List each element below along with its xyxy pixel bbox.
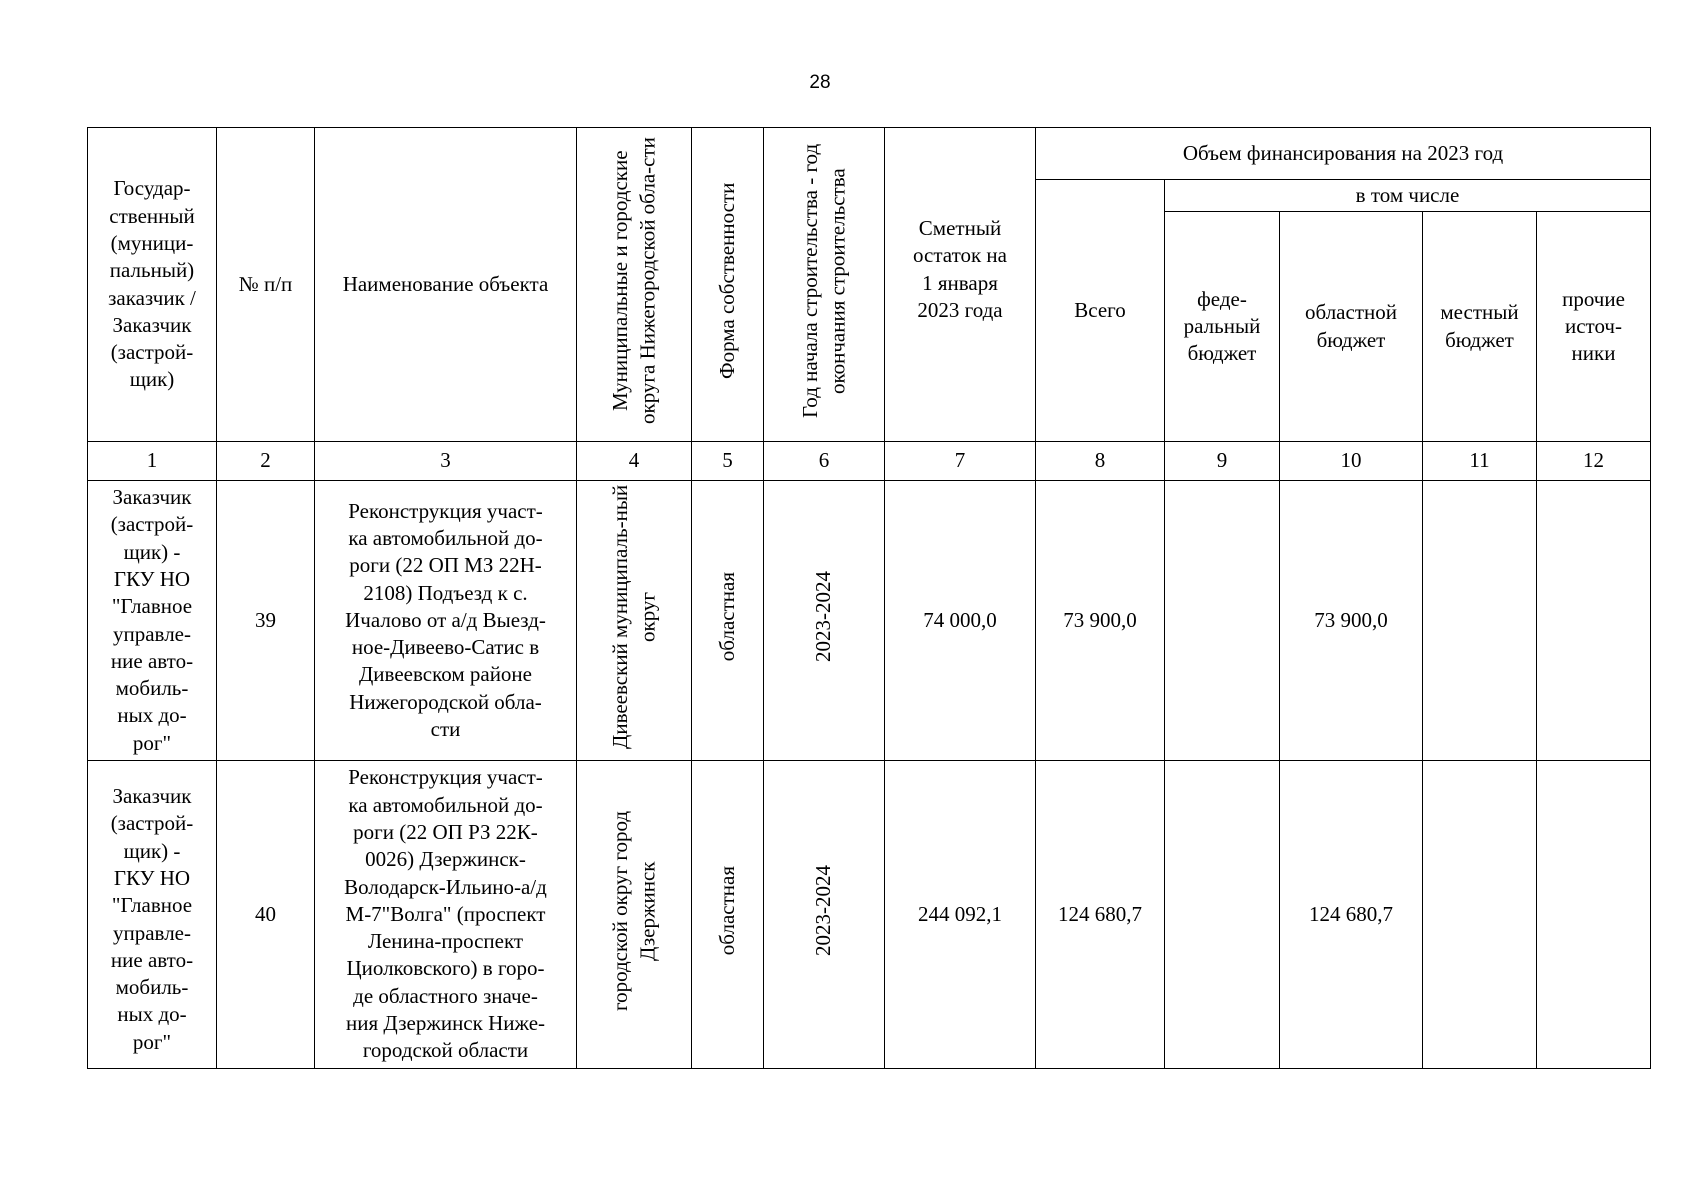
row-ownership [692,481,764,761]
row-municipality-text: городской округ город Дзержинск [607,810,659,1011]
header-including [1165,180,1651,212]
row-customer [88,481,217,761]
column-number: 4 [577,442,692,481]
header-federal [1165,212,1280,442]
header-other [1537,212,1651,442]
row-object-name-text: Реконструкция участ- ка автомобильной до- роги (22 ОП МЗ 22Н- 2108) Подъезд к с. Ичалово от а/д Выезд- ное-Дивеево-Сатис в Дивеевском районе Нижегородской обла- сти [345,498,546,742]
header-ownership [692,128,764,442]
header-estimate-balance [885,128,1036,442]
column-number: 12 [1537,442,1651,481]
column-number: 11 [1423,442,1537,481]
header-funding-title-label: Объем финансирования на 2023 год [1182,140,1504,165]
header-federal-label: феде- ральный бюджет [1183,286,1261,366]
row-number: 39 [217,481,315,761]
header-other-label: прочие источ- ники [1562,286,1625,366]
header-years-label: Год начала строительства - год окончания строительства [797,143,849,418]
row-estimate-balance: 244 092,1 [885,761,1036,1069]
row-total: 124 680,7 [1036,761,1165,1069]
row-years-text: 2023-2024 [811,865,836,957]
column-number: 7 [885,442,1036,481]
row-ownership-text: областная [714,866,739,956]
header-municipality [577,128,692,442]
row-regional: 124 680,7 [1280,761,1423,1069]
column-number: 3 [315,442,577,481]
column-number: 1 [88,442,217,481]
header-regional [1280,212,1423,442]
column-number: 10 [1280,442,1423,481]
header-number-label: № п/п [238,271,293,296]
row-customer-text: Заказчик (застрой- щик) - ГКУ НО "Главное управле- ние авто- мобиль- ных до- рог" [110,485,194,755]
column-number: 6 [764,442,885,481]
header-municipality-label: Муниципальные и городские округа Нижегородской обла-сти [607,137,659,425]
header-including-label: в том числе [1355,182,1460,207]
row-years [764,761,885,1069]
column-number: 9 [1165,442,1280,481]
header-customer [88,128,217,442]
header-local [1423,212,1537,442]
column-numbers-row [88,442,1651,481]
row-customer [88,761,217,1069]
financing-table [87,127,1651,1069]
row-total: 73 900,0 [1036,481,1165,761]
header-object-name-label: Наименование объекта [342,271,549,296]
table-row [88,481,1651,761]
column-number: 2 [217,442,315,481]
column-number: 5 [692,442,764,481]
row-years [764,481,885,761]
row-customer-text: Заказчик (застрой- щик) - ГКУ НО "Главное управле- ние авто- мобиль- ных до- рог" [110,784,194,1054]
header-local-label: местный бюджет [1440,300,1519,352]
row-municipality [577,481,692,761]
row-years-text: 2023-2024 [811,571,836,663]
header-customer-label: Государ- ственный (муници- пальный) заказчик / Заказчик (застрой- щик) [108,176,196,392]
header-total [1036,180,1165,442]
table-row [88,761,1651,1069]
row-estimate-balance: 74 000,0 [885,481,1036,761]
header-funding-title [1036,128,1651,180]
row-municipality [577,761,692,1069]
row-object-name-text: Реконструкция участ- ка автомобильной до- роги (22 ОП РЗ 22К- 0026) Дзержинск- Володарск-Ильино-а/д М-7"Волга" (проспект Ленина-проспект Циолковского) в горо- де областного значе- ния Дзержинск Ниже- городской области [344,765,547,1063]
column-number: 8 [1036,442,1165,481]
row-other [1537,481,1651,761]
row-local [1423,761,1537,1069]
header-estimate-balance-label: Сметный остаток на 1 января 2023 года [913,215,1007,322]
row-regional: 73 900,0 [1280,481,1423,761]
row-ownership-text: областная [714,572,739,662]
row-number: 40 [217,761,315,1069]
header-total-label: Всего [1074,297,1126,322]
header-ownership-label: Форма собственности [714,182,739,380]
row-object-name [315,481,577,761]
header-regional-label: областной бюджет [1305,300,1397,352]
header-years [764,128,885,442]
page-number: 28 [809,72,831,93]
row-other [1537,761,1651,1069]
row-federal [1165,481,1280,761]
header-number [217,128,315,442]
row-municipality-text: Дивеевский муниципаль-ный округ [607,484,659,749]
row-local [1423,481,1537,761]
row-ownership [692,761,764,1069]
row-federal [1165,761,1280,1069]
row-object-name [315,761,577,1069]
header-object-name [315,128,577,442]
